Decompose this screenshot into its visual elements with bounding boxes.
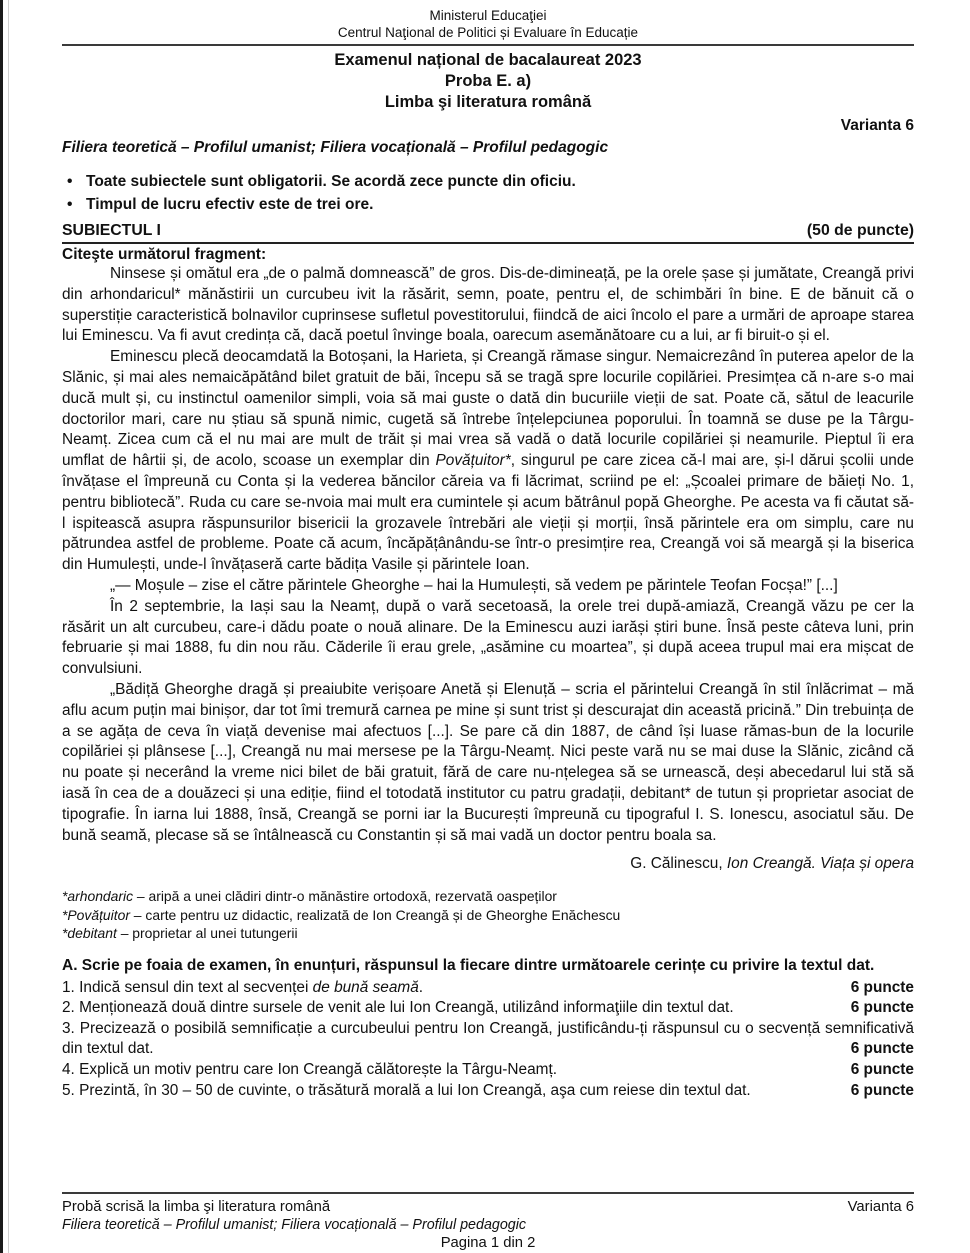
requirement-points: 6 puncte [845,998,914,1019]
fragment-paragraph: În 2 septembrie, la Iași sau la Neamț, după o vară secetoasă, la orele trei după-amiază, Creangă văzu pe cer la răsărit un alt curcubeu, care-i dădu poate o nouă alinare. De la Eminescu auzi iarăși știri bune. Însă peste câteva luni, prin februarie și mai 1888, fu din nou rău. Căderile îi erau grele, „asămine cu moartea”, și după aceea trupul mai era mișcat de convulsiuni. [62,597,914,678]
footer-divider [62,1192,914,1194]
ministry-name: Ministerul Educaţiei [429,8,547,23]
filiera-label: Filiera teoretică – Profilul umanist; Filiera vocațională – Profilul pedagogic [62,139,609,156]
bullet-icon: • [67,196,73,213]
footnote: *Povățuitor – carte pentru uz didactic, realizată de Ion Creangă și de Gheorghe Enăchescu [62,906,621,923]
center-name: Centrul Naţional de Politici și Evaluare în Educație [337,25,639,40]
requirement-text: 3. Precizează o posibilă semnificație a curcubeului pentru Ion Creangă, justificându-ți răspunsul cu o secvență semnificativă din textul dat. [62,1019,914,1058]
scan-edge-line [8,0,9,1253]
requirement-points: 6 puncte [845,978,914,999]
fragment-paragraph: Eminescu plecă deocamdată la Botoșani, la Harieta, și Creangă rămase singur. Nemaicrezând în puterea apelor de la Slănic, și mai ales nemaicăpătând bilet gratuit de băi, începu să se tragă spre locurile copilăriei. Presimțea că n-are s-o mai ducă mult și, cu instinctul oamenilor simpli, voia să mai guste o dată din bucuriile vieții de sat. Poate că, sătul de leacurile doctorilor mari, care nu știau să spună nimic, cugetă să întrebe înțelepciunea poporului. În toamnă se duse pe la Târgu-Neamț. Zicea cum că el nu mai are mult de trăit și mai vrea să vadă o dată locurile copilăriei și neamurile. Pieptul îi era umflat de hârtii și, de acolo, scoase un exemplar din Povățuitor*, singurul pe care zicea că-l mai are, și-l dărui școlii unde învățase el împreună cu Conta și la vederea băncilor căreia va fi lăcrimat, scriind pe el: „Școalei primare de băieți No. 1, pentru bibliotecă”. Ruda cu care se-nvoia mai mult era cumintele și acum bătrânul popă Gheorghe. Pe acesta va fi căutat să-l ispitească asupra răspunsurilor bisericii la grozavele întrebări ale vieții și morții, însă părintele era om simplu, care nu pătrundea astfel de probleme. Poate că acum, încăpățânându-se într-o presimțire rea, Creangă voi să meargă și la biserica din Humulești, unde-l învățaseră carte bădița Vasile și părintele Ioan. [62,348,914,574]
footnote: *debitant – proprietar al unei tutungerii [62,925,298,942]
requirement-item [62,1019,914,1060]
exam-title: Examenul național de bacalaureat 2023 [334,51,642,69]
exam-proba: Proba E. a) [444,72,532,90]
requirement-item [62,998,914,1019]
instruction-text: Toate subiectele sunt obligatorii. Se acordă zece puncte din oficiu. [86,173,576,190]
instruction-item [62,193,914,216]
subject-points: (50 de puncte) [806,222,914,239]
fragment-intro: Citeşte următorul fragment: [62,246,267,263]
instructions-list [62,170,914,216]
exam-title-block [62,50,914,113]
footer-exam-name: Probă scrisă la limba şi literatura română [62,1199,331,1215]
footnotes [62,887,914,943]
section-a-items [62,978,914,1102]
requirement-item [62,978,914,999]
source-attribution: G. Călinescu, Ion Creangă. Viața și opera [630,855,914,873]
footer-variant: Varianta 6 [847,1199,914,1215]
bullet-icon: • [67,173,73,190]
scan-edge-artifact [0,0,3,1253]
header-divider [62,44,914,46]
requirement-item [62,1081,914,1102]
exam-subject-name: Limba şi literatura română [384,93,592,111]
requirement-text: 5. Prezintă, în 30 – 50 de cuvinte, o trăsătură morală a lui Ion Creangă, aşa cum reiese din textul dat. [62,1081,751,1099]
requirement-text: 2. Menționează două dintre sursele de venit ale lui Ion Creangă, utilizând informaţiile din textul dat. [62,999,734,1017]
requirement-points: 6 puncte [845,1039,914,1060]
instruction-text: Timpul de lucru efectiv este de trei ore. [86,196,374,213]
requirement-item [62,1060,914,1081]
requirement-text: 4. Explică un motiv pentru care Ion Creangă călătorește la Târgu-Neamț. [62,1060,558,1078]
footer-page-number: Pagina 1 din 2 [440,1235,536,1251]
footer-row [62,1198,914,1216]
footnote: *arhondaric – aripă a unei clădiri dintr-o mănăstire ortodoxă, rezervată oaspeților [62,888,557,905]
page-footer [62,1192,914,1252]
fragment-paragraph: „— Moșule – zise el către părintele Gheorghe – hai la Humulești, să vedem pe părintele Teofan Focșa!” [...] [110,576,838,594]
ministry-header [62,0,914,41]
variant-label: Varianta 6 [840,117,914,134]
exam-page [62,0,914,1101]
requirement-points: 6 puncte [845,1081,914,1102]
footer-filiera: Filiera teoretică – Profilul umanist; Filiera vocațională – Profilul pedagogic [62,1217,527,1233]
fragment-paragraph: Ninsese și omătul era „de o palmă domnească” de gros. Dis-de-dimineață, pe la orele șase și jumătate, Creangă privi din arhondaricul* mănăstirii un curcubeu ivit la răsărit, semn, poate, pentru el, de schimbări în bine. E de bănuit că o superstiție caracteristică bolnavilor cuprinsese sufletul povestitorului, fiindcă de aici încolo el pare a urmări de aproape starea lui Eminescu. Va fi avut credința că, dacă poetul învinge boala, oarecum asemănătoare cu a lui, ar fi biruit-o și el. [62,265,914,345]
fragment-text [62,264,914,846]
subject-header [62,220,914,244]
fragment-paragraph: „Bădiță Gheorghe dragă și preaiubite verișoare Anetă și Elenuță – scria el părintelui Creangă în stil înlăcrimat – mă aflu acum puțin mai binișor, dar tot îmi tremură carnea pe mine și sunt trist și descurajat din această pricină.” Din trebuința de a se agăța de ceva în viață devenise mai afectuos [...]. Se pare că din 1887, de când își luase rămas-bun de la locurile copilăriei și plânsese [...], Creangă nu mai mersese pe la Târgu-Neamț. Nici peste vară nu se mai duse la Slănic, zicând că nu poate și necerând la vreme nici bilet de băi gratuit, fără de care nu-nțelegea să se urnească, deși abecedarul lui stă să iasă în cea de a douăzeci și una ediție, fiind el totodată institutor cu patru gradații, debitant* de tutun și proprietar asociat de tipografie. În iarna lui 1888, însă, Creangă se porni iar la București împreună cu tipograful I. S. Ionescu, asociatul său. De bună seamă, plecase să se întâlnească cu Constantin și să mai vadă un doctor pentru boala sa. [62,680,914,844]
requirement-text: 1. Indică sensul din text al secvenței de bună seamă. [62,978,424,996]
requirement-points: 6 puncte [845,1060,914,1081]
subject-label: SUBIECTUL I [62,222,161,239]
section-a-heading: A. Scrie pe foaia de examen, în enunțuri, răspunsul la fiecare dintre următoarele cerințe cu privire la textul dat. [62,956,875,974]
instruction-item [62,170,914,193]
